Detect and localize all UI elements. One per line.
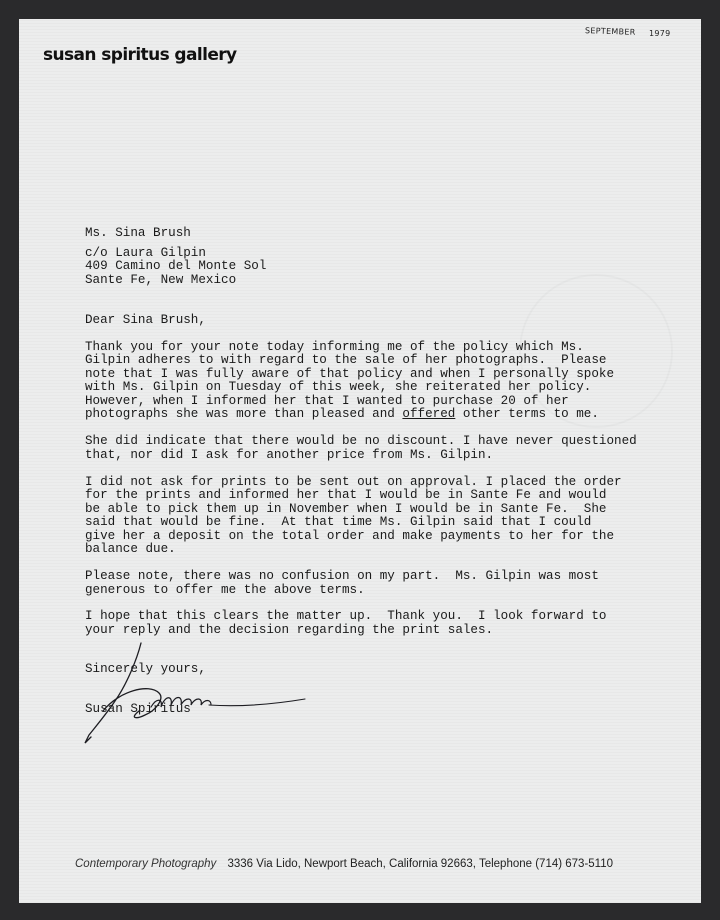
footer-address: 3336 Via Lido, Newport Beach, California 92663, Telephone (714) 673-5110 [227, 858, 614, 870]
handwritten-signature [79, 639, 319, 749]
recipient-city: Sante Fe, New Mexico [85, 273, 237, 287]
recipient-care-of: c/o Laura Gilpin [85, 246, 206, 260]
closing: Sincerely yours, [85, 662, 206, 676]
signer-name: Susan Spiritus [85, 702, 191, 716]
paragraph-line: generous to offer me the above terms. [85, 583, 365, 597]
paragraph-line: Gilpin adheres to with regard to the sale of her photographs. Please [85, 353, 607, 367]
letterhead-footer [75, 858, 613, 870]
paragraph-line: said that would be fine. At that time Ms. Gilpin said that I could [85, 515, 592, 529]
paragraph-line: note that I was fully aware of that policy and when I personally spoke [85, 367, 615, 381]
gallery-letterhead: susan spiritus gallery [43, 45, 237, 65]
letter-page [19, 19, 701, 903]
underlined-word-offered: offered [402, 407, 456, 421]
recipient-name: Ms. Sina Brush [85, 226, 191, 240]
paragraph-line: However, when I informed her that I wanted to purchase 20 of her [85, 394, 569, 408]
paragraph-line: She did indicate that there would be no discount. I have never questioned [85, 434, 637, 448]
paragraph-line: I did not ask for prints to be sent out on approval. I placed the order [85, 475, 622, 489]
paragraph-text: other terms to me. [455, 407, 599, 421]
paragraph-line: give her a deposit on the total order and make payments to her for the [85, 529, 615, 543]
paragraph-line: balance due. [85, 542, 176, 556]
paragraph-line: for the prints and informed her that I would be in Sante Fe and would [85, 488, 607, 502]
paragraph-line: be able to pick them up in November when I would be in Sante Fe. She [85, 502, 607, 516]
paragraph-line: with Ms. Gilpin on Tuesday of this week, she reiterated her policy. [85, 380, 592, 394]
paragraph-text: photographs she was more than pleased and [85, 407, 403, 421]
paragraph-line: your reply and the decision regarding the print sales. [85, 623, 494, 637]
recipient-street: 409 Camino del Monte Sol [85, 259, 267, 273]
paragraph-line: I hope that this clears the matter up. Thank you. I look forward to [85, 609, 607, 623]
paragraph-line: Please note, there was no confusion on my part. Ms. Gilpin was most [85, 569, 599, 583]
archive-date-year: 1979 [649, 29, 671, 38]
salutation: Dear Sina Brush, [85, 313, 206, 327]
archive-date-month: SEPTEMBER [584, 26, 636, 37]
paragraph-line: Thank you for your note today informing me of the policy which Ms. [85, 340, 584, 354]
paragraph-line: that, nor did I ask for another price from Ms. Gilpin. [85, 448, 494, 462]
paragraph-line-offered [85, 408, 685, 422]
footer-tagline: Contemporary Photography [75, 858, 217, 870]
